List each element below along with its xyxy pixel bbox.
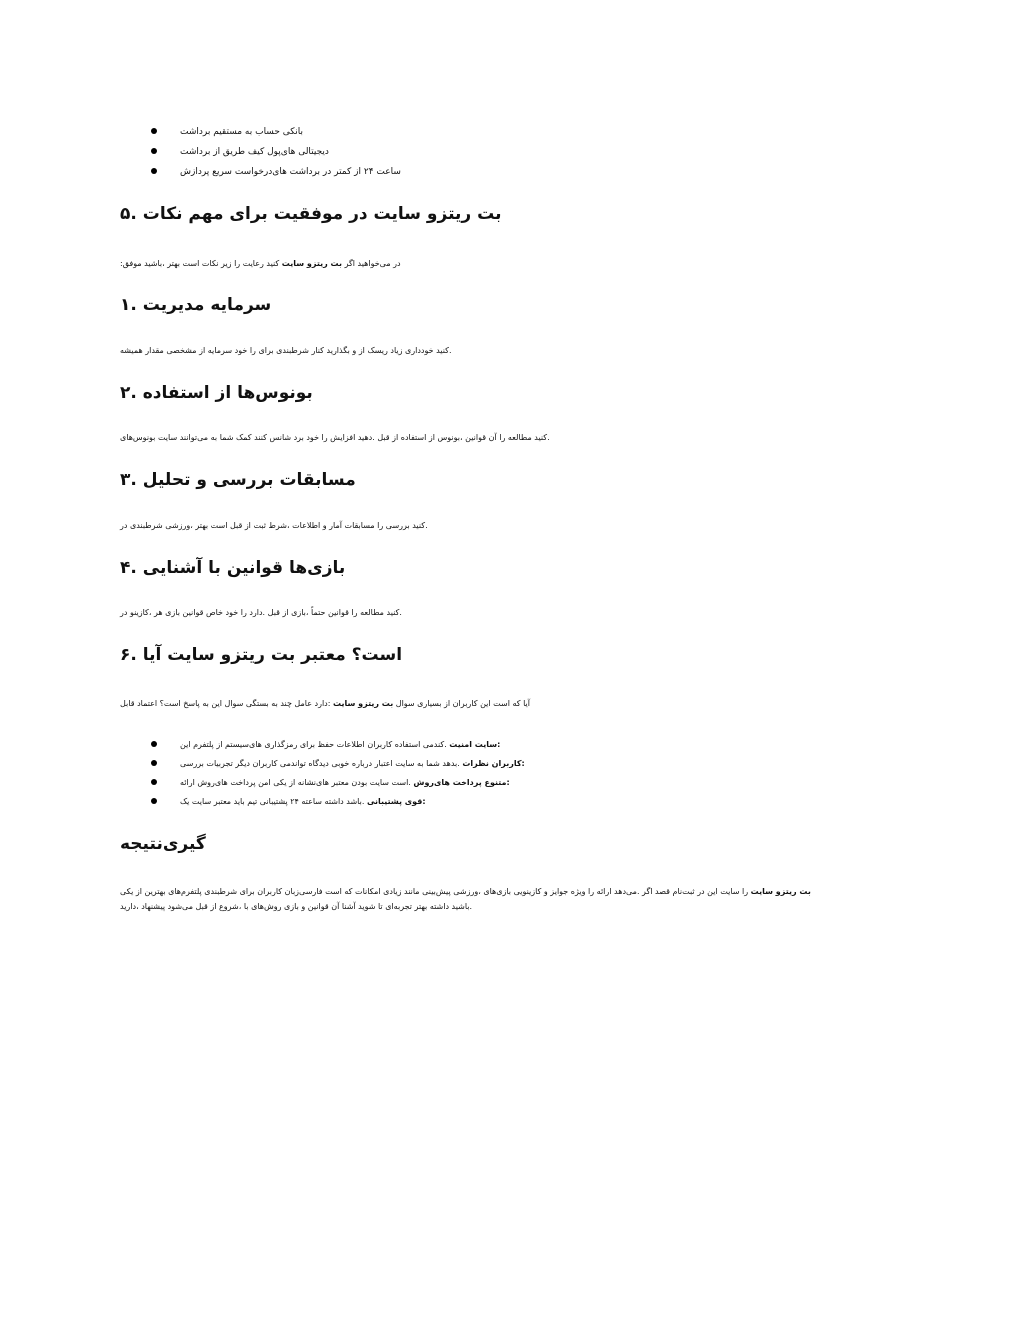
conclusion-line-1 <box>120 886 811 897</box>
brand-name: بت ریتزو سایت <box>332 699 394 708</box>
list-item <box>180 796 426 808</box>
intro-text: :دارد عامل چند به بستگی سوال این به پاسخ است؟ اعتماد قابل <box>120 699 331 708</box>
bullet-dot <box>151 760 157 766</box>
intro-colon: : <box>120 259 123 268</box>
list-item <box>180 758 525 770</box>
tip-text: .کنید مطالعه را قوانین حتماً ،بازی از قبل .دارد را خود خاص قوانین بازی هر ،کازینو در <box>120 608 402 617</box>
bullet-dot <box>151 148 157 154</box>
list-item: دیجیتالی های‌پول کیف طریق از برداشت <box>180 147 329 157</box>
list-item-title: :کاربران نظرات <box>462 759 525 768</box>
brand-name: بت ریتزو سایت <box>281 259 343 268</box>
bullet-dot <box>151 798 157 804</box>
section5-heading: بت ریتزو سایت در موفقیت برای مهم نکات .۵ <box>120 204 502 224</box>
bullet-dot <box>151 741 157 747</box>
list-item-text: .کندمی استفاده کاربران اطلاعات حفظ برای رمزگذاری های‌سیستم از پلتفرم این <box>180 740 447 749</box>
tip-heading: بونوس‌ها از استفاده .۲ <box>120 383 313 403</box>
intro-text: در می‌خواهید اگر <box>344 259 401 268</box>
tip-text: .کنید مطالعه را آن قوانین ،بونوس از استفاده از قبل .دهید افزایش را خود برد شانس کنند کمک شما به می‌توانند سایت بونوس‌های <box>120 433 550 442</box>
bullet-dot <box>151 779 157 785</box>
intro-text: آیا که است این کاربران از بسیاری سوال <box>395 699 530 708</box>
list-item <box>180 739 500 751</box>
list-item <box>180 777 510 789</box>
bullet-dot <box>151 168 157 174</box>
section6-intro <box>120 698 530 709</box>
tip-text: .کنید بررسی را مسابقات آمار و اطلاعات ،شرط ثبت از قبل است بهتر ،ورزشی شرطبندی در <box>120 521 428 530</box>
bullet-dot <box>151 128 157 134</box>
section6-heading: است؟ معتبر بت ریتزو سایت آیا .۶ <box>120 645 403 665</box>
list-item-text: .باشد داشته ساعته ۲۴ پشتیبانی تیم باید معتبر سایت یک <box>180 797 365 806</box>
tip-heading: بازی‌ها قوانین با آشنایی .۴ <box>120 558 346 578</box>
section5-intro <box>120 258 401 269</box>
list-item-title: :متنوع پرداخت های‌روش <box>413 778 510 787</box>
intro-text: کنید رعایت را زیر نکات است بهتر ،باشید موفق <box>122 259 280 268</box>
list-item-title: :قوی پشتیبانی <box>366 797 426 806</box>
list-item: بانکی حساب به مستقیم برداشت <box>180 127 303 137</box>
tip-text: .کنید خودداری زیاد ریسک از و بگذارید کنار شرطبندی برای را خود سرمایه از مشخصی مقدار همیشه <box>120 346 452 355</box>
conclusion-heading: گیری‌نتیجه <box>120 834 206 854</box>
conclusion-line-2: .باشید داشته بهتر تجربه‌ای تا شوید آشنا آن قوانین و بازی روش‌های با ،شروع از قبل می‌شود پیشنهاد ،دارید <box>120 902 473 911</box>
list-item-text: .است سایت بودن معتبر های‌نشانه از یکی امن پرداخت های‌روش ارائه <box>180 778 411 787</box>
conclusion-text: را سایت این در ثبت‌نام قصد اگر .می‌دهد ارائه را ویژه جوایز و کازینویی بازی‌های ،ورزشی پیش‌بینی مانند زیادی امکانات که است فارسی‌زبان کاربران برای شرطبندی پلتفرم‌های بهترین از یکی <box>120 887 749 896</box>
brand-name: بت ریتزو سایت <box>750 887 811 896</box>
list-item-title: :سایت امنیت <box>449 740 501 749</box>
list-item: ساعت ۲۴ از کمتر در برداشت های‌درخواست سریع پردازش <box>180 167 401 177</box>
tip-heading: مسابقات بررسی و تحلیل .۳ <box>120 470 356 490</box>
list-item-text: .بدهد شما به سایت اعتبار درباره خوبی دیدگاه تواندمی کاربران دیگر تجربیات بررسی <box>180 759 460 768</box>
tip-heading: سرمایه مدیریت .۱ <box>120 295 272 315</box>
